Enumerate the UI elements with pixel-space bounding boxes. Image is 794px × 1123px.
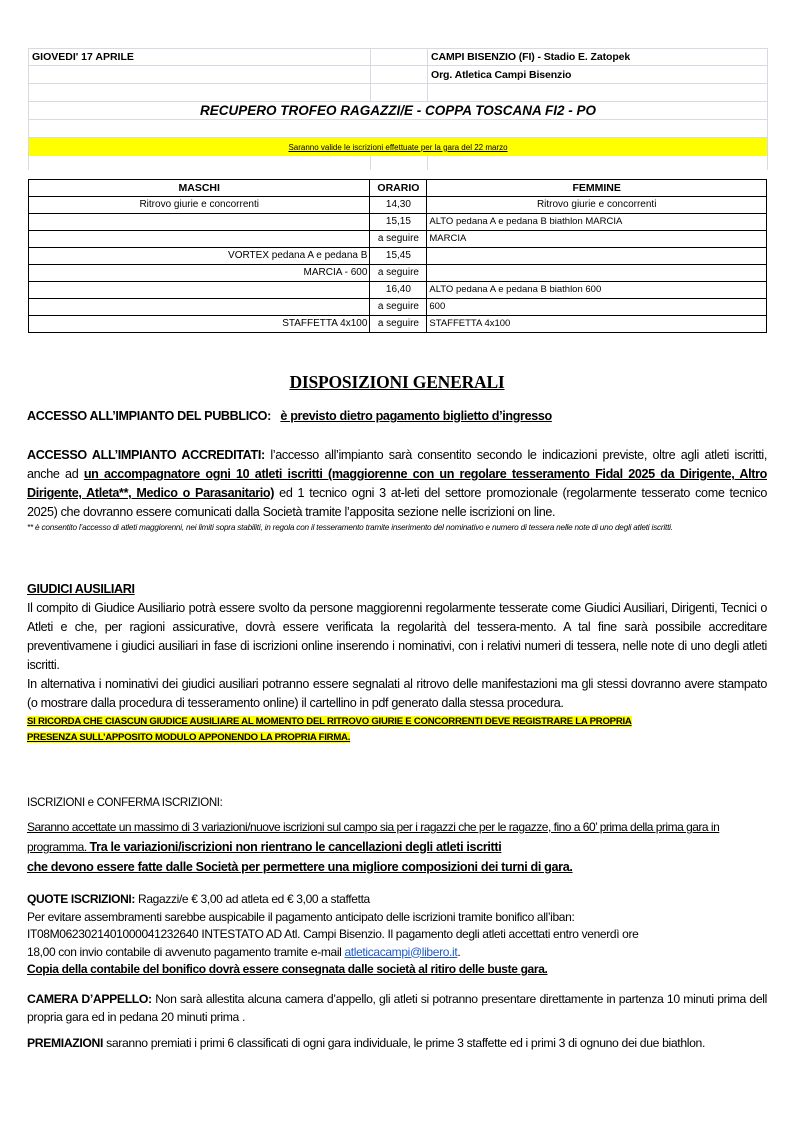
- column-header-time: ORARIO: [370, 180, 427, 197]
- table-row: STAFFETTA 4x100 a seguire STAFFETTA 4x100: [29, 316, 767, 333]
- header-row-notice: [28, 138, 768, 156]
- auxiliary-judges-paragraph-2: In alternativa i nominativi dei giudici ausiliari potranno essere segnalati al ritrovo delle manifestazioni ma gli stessi dovranno avere stampato (o mostrare dalla procedura di tesseramento online) il cartellino in pdf generato dalla stessa procedura.: [27, 677, 767, 710]
- registrations-bold-2: che devono essere fatte dalle Società per permettere una migliore composizioni dei turni di gara.: [27, 860, 573, 874]
- event-organizer: Org. Atletica Campi Bisenzio: [427, 66, 768, 83]
- table-row: a seguire MARCIA: [29, 231, 767, 248]
- header-row-organizer: [28, 66, 768, 84]
- auxiliary-judges-heading: GIUDICI AUSILIARI: [27, 582, 135, 596]
- event-date: GIOVEDI' 17 APRILE: [28, 49, 370, 65]
- column-header-male: MASCHI: [29, 180, 370, 197]
- public-access-label: ACCESSO ALL’IMPIANTO DEL PUBBLICO:: [27, 409, 271, 423]
- table-row: Ritrovo giurie e concorrenti 14,30 Ritrovo giurie e concorrenti: [29, 197, 767, 214]
- registration-notice: Saranno valide le iscrizioni effettuate per la gara del 22 marzo: [288, 142, 508, 152]
- table-row: 16,40 ALTO pedana A e pedana B biathlon 600: [29, 282, 767, 299]
- fees-label: QUOTE ISCRIZIONI:: [27, 892, 136, 906]
- fees-section: QUOTE ISCRIZIONI: Ragazzi/e € 3,00 ad atleta ed € 3,00 a staffetta Per evitare assembramenti sarebbe auspicabile il pagamento anticipato delle iscrizioni tramite bonifico all’iban: IT08M0623021401000041232640 INTESTATO AD Atl. Campi Bisenzio. Il pagamento degli atleti accettati entro venerdì ore 18,00 con invio contabile di avvenuto pagamento tramite e-mail atleticacampi@libero.it. Copia della contabile del bonifico dovrà essere consegnata dalle società al ritiro delle buste gara.: [27, 891, 767, 979]
- registrations-section: [27, 817, 767, 877]
- call-room-section: CAMERA D’APPELLO: Non sarà allestita alcuna camera d’appello, gli atleti si potranno presentare direttamente in partenza 10 minuti prima dell propria gara ed in pedana 20 minuti prima .: [27, 992, 767, 1024]
- registrations-bold-1: Tra le variazioni/iscrizioni non rientrano le cancellazioni degli atleti iscritti: [89, 840, 502, 854]
- accredited-access-label: ACCESSO ALL’IMPIANTO ACCREDITATI:: [27, 448, 265, 462]
- fees-value: Ragazzi/e € 3,00 ad atleta ed € 3,00 a staffetta: [135, 892, 370, 906]
- awards-label: PREMIAZIONI: [27, 1036, 104, 1050]
- table-row: a seguire 600: [29, 299, 767, 316]
- registrations-text: Saranno accettate un massimo di 3 variazioni/nuove iscrizioni sul campo sia per i ragazzi che per le ragazze, fino a 60’ prima della prima gara in programma.: [27, 820, 720, 854]
- table-row: MARCIA - 600 a seguire: [29, 265, 767, 282]
- event-title: RECUPERO TROFEO RAGAZZI/E - COPPA TOSCANA FI2 - PO: [28, 102, 768, 119]
- schedule-table: [28, 179, 767, 333]
- header-row-blank: [28, 84, 768, 102]
- header-row-title: [28, 102, 768, 120]
- header-row-blank-3: [28, 156, 768, 170]
- auxiliary-judges-paragraph-1: Il compito di Giudice Ausiliario potrà essere svolto da persone maggiorenni regolarmente tesserate come Giudici Ausiliari, Dirigenti, Tecnici o Atleti e che, per ragioni assicurative, dovrà essere verificata la regolarità del tessera-mento. A tal fine sarà possibile accreditare preventivamene i giudici ausiliari in fase di iscrizioni online inserendo i nominativi, con i relativi numeri di tessera, nelle note di uno degli atleti iscritti.: [27, 601, 767, 672]
- email-link[interactable]: atleticacampi@libero.it: [344, 944, 458, 959]
- schedule-header-row: [29, 180, 767, 197]
- iban-line: IT08M0623021401000041232640 INTESTATO AD Atl. Campi Bisenzio. Il pagamento degli atleti accettati entro venerdì ore: [27, 927, 639, 941]
- auxiliary-judges-highlight-2: PRESENZA SULL’APPOSITO MODULO APPONENDO LA PROPRIA FIRMA.: [27, 732, 351, 743]
- accredited-access-emphasis: un accompagnatore ogni 10 atleti iscritti (maggiorenne con un regolare tesseramento Fidal 2025 da Dirigente, Altro Dirigente, Atleta**, Medico o Parasanitario): [27, 467, 767, 500]
- general-provisions-heading: DISPOSIZIONI GENERALI: [289, 372, 505, 392]
- fees-note: Copia della contabile del bonifico dovrà essere consegnata dalle società al ritiro delle buste gara.: [27, 962, 548, 976]
- accredited-access-footnote: ** è consentito l’accesso di atleti maggiorenni, nei limiti sopra stabiliti, in regola con il tesseramento tramite inserimento del nominativo e numero di tessera nelle note di uno degli atleti iscritti.: [27, 523, 673, 532]
- accredited-access-section: ACCESSO ALL’IMPIANTO ACCREDITATI: l’accesso all’impianto sarà consentito secondo le indicazioni previste, oltre agli atleti iscritti, anche ad un accompagnatore ogni 10 atleti iscritti (maggiorenne con un regolare tesseramento Fidal 2025 da Dirigente, Altro Dirigente, Atleta**, Medico o Parasanitario) ed 1 tecnico ogni 3 at-leti del settore promozionale (regolarmente tesserato come tecnico 2025) che dovranno essere comunicati dalla Società tramite l’apposita sezione nelle iscrizioni on line. ** è consentito l’accesso di atleti maggiorenni, nei limiti sopra stabiliti, in regola con il tesseramento tramite inserimento del nominativo e numero di tessera nelle note di uno degli atleti iscritti.: [27, 448, 767, 532]
- event-venue: CAMPI BISENZIO (FI) - Stadio E. Zatopek: [427, 49, 768, 65]
- table-row: VORTEX pedana A e pedana B 15,45: [29, 248, 767, 265]
- registrations-heading: ISCRIZIONI e CONFERMA ISCRIZIONI:: [27, 797, 223, 809]
- call-room-label: CAMERA D’APPELLO:: [27, 992, 152, 1006]
- header-row-date: [28, 48, 768, 66]
- auxiliary-judges-section: [27, 580, 767, 745]
- event-header-grid: [28, 48, 768, 170]
- awards-section: PREMIAZIONI saranno premiati i primi 6 classificati di ogni gara individuale, le prime 3 staffette ed i primi 3 di ognuno dei due biathlon.: [27, 1036, 706, 1050]
- public-access-value: è previsto dietro pagamento biglietto d’ingresso: [280, 409, 552, 423]
- column-header-female: FEMMINE: [427, 180, 767, 197]
- header-row-blank-2: [28, 120, 768, 138]
- auxiliary-judges-highlight-1: SI RICORDA CHE CIASCUN GIUDICE AUSILIARE AL MOMENTO DEL RITROVO GIURIE E CONCORRENTI DEVE REGISTRARE LA PROPRIA: [27, 716, 632, 727]
- table-row: 15,15 ALTO pedana A e pedana B biathlon MARCIA: [29, 214, 767, 231]
- public-access-section: [27, 407, 767, 426]
